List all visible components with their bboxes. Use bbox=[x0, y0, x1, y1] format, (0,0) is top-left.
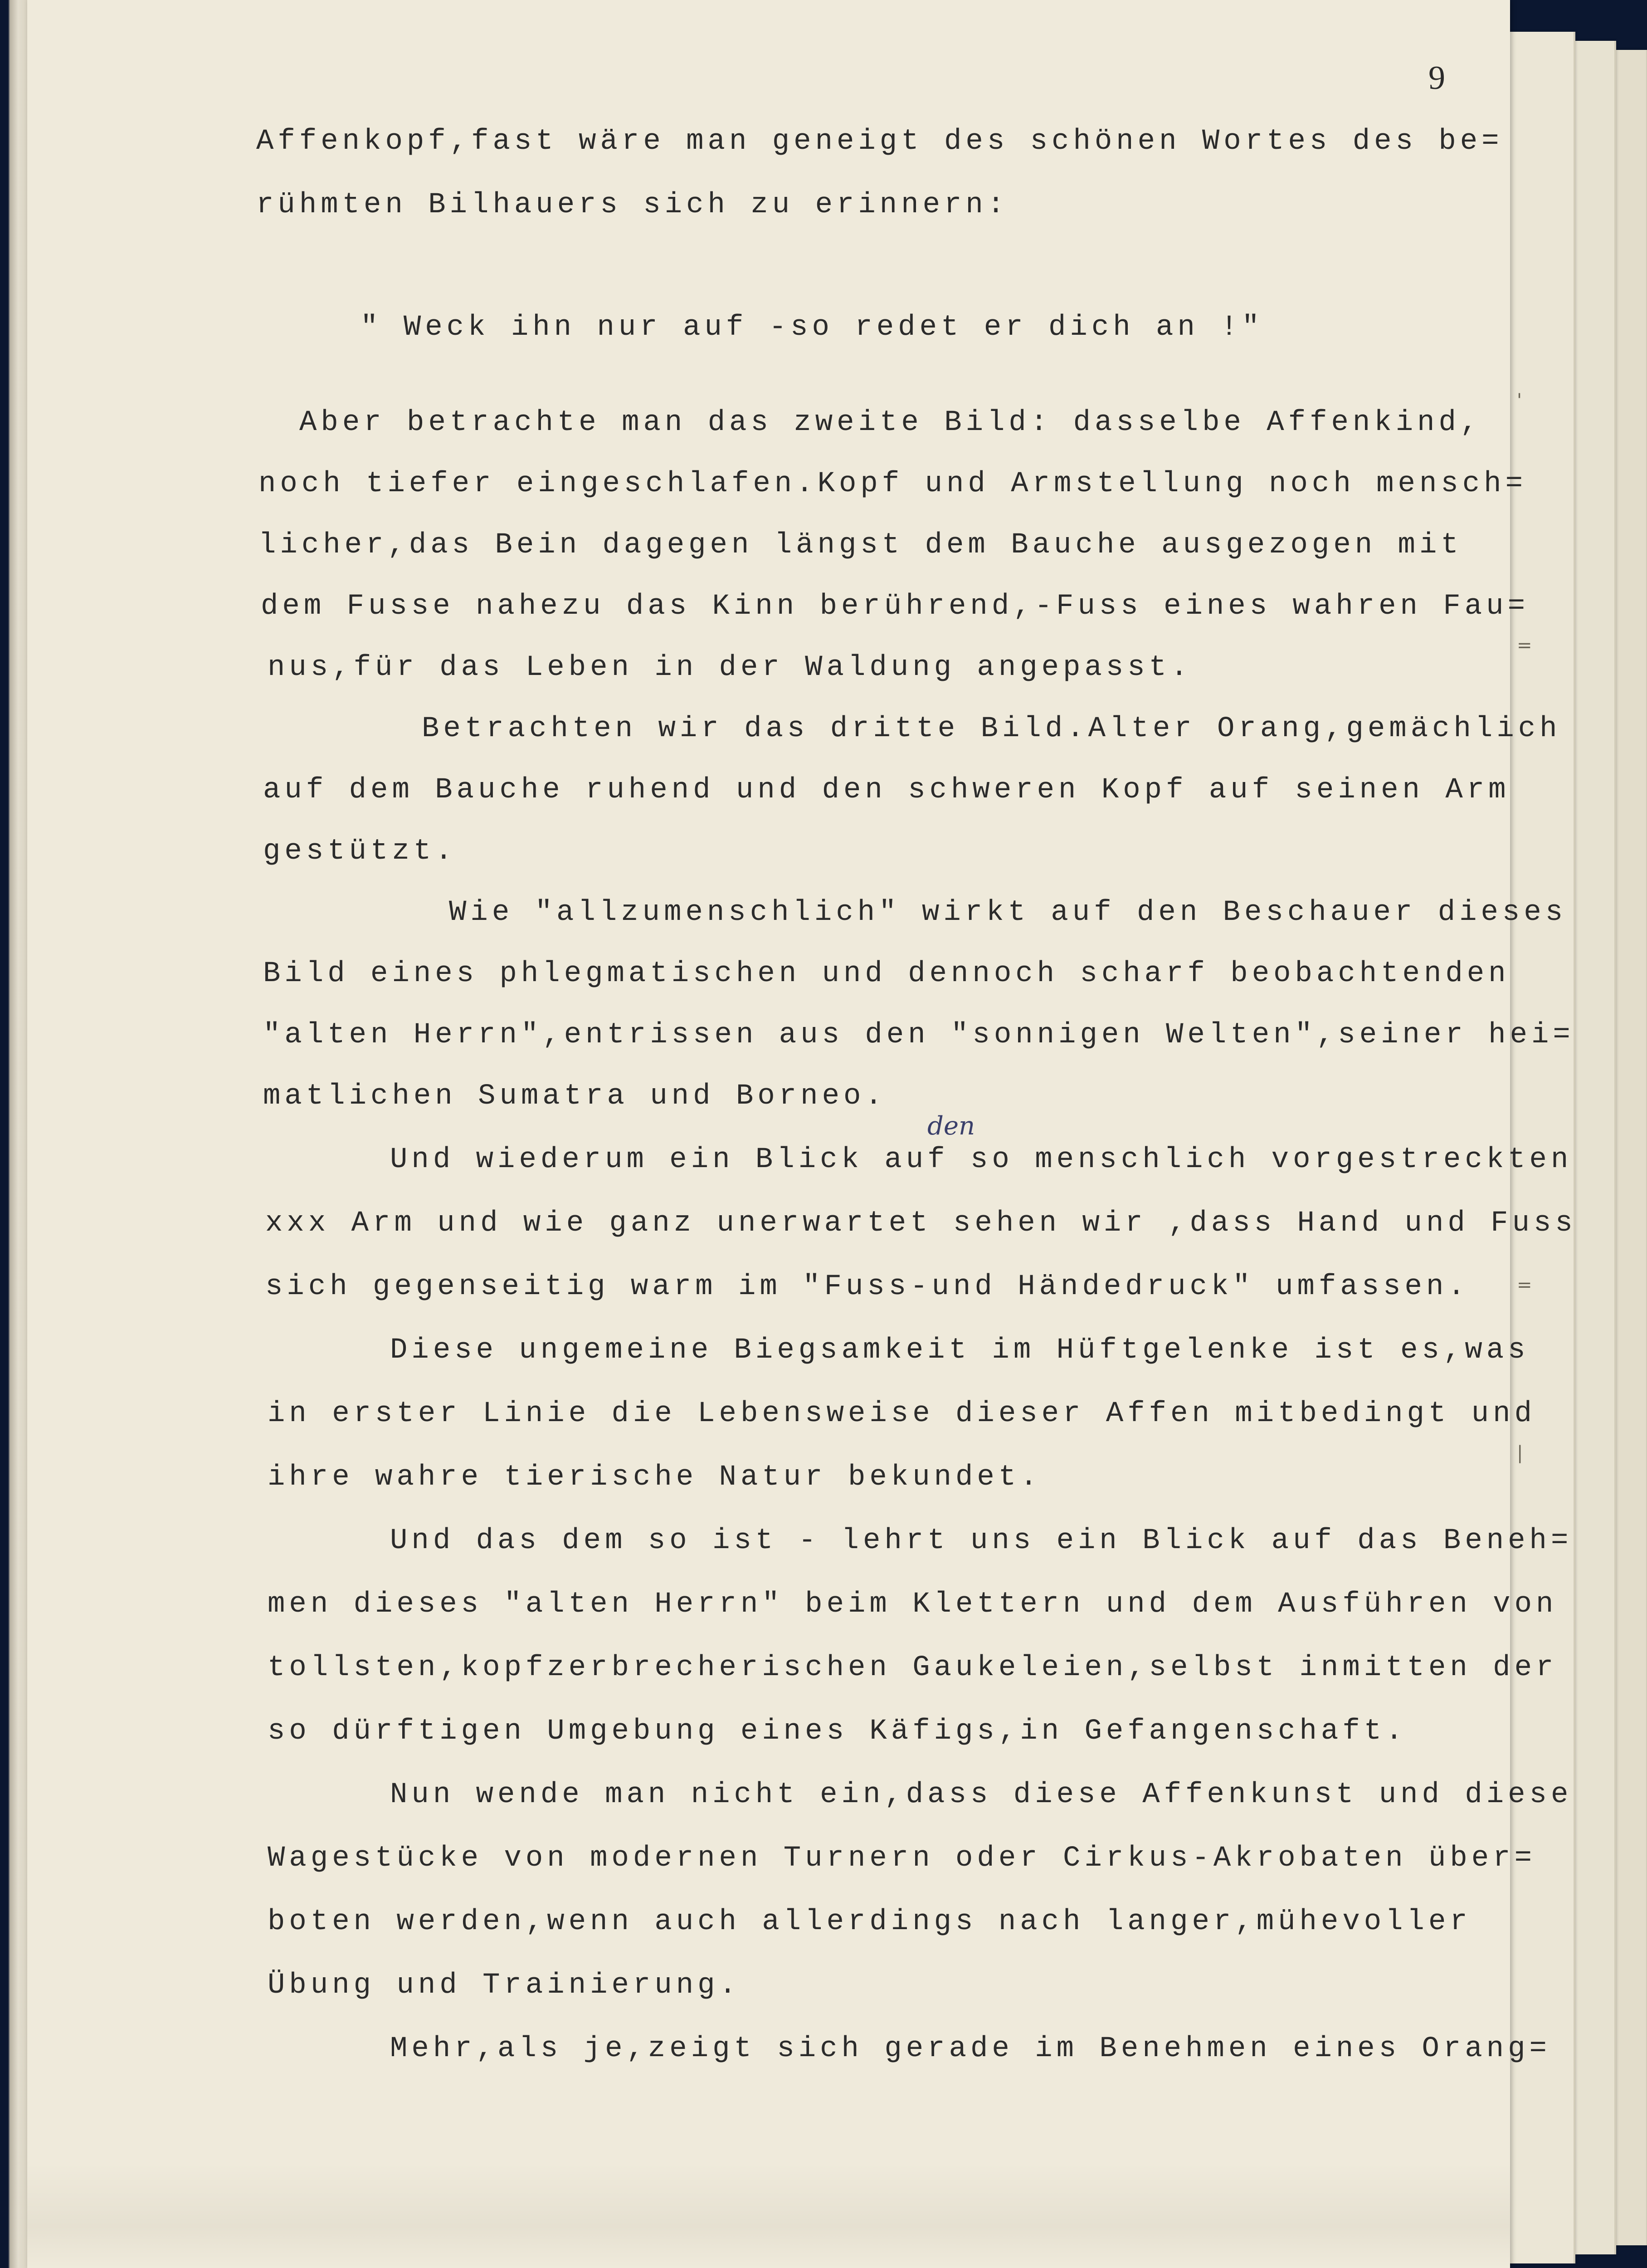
text-line: sich gegenseitig warm im "Fuss-und Händedruck" umfassen. bbox=[265, 1271, 1469, 1303]
binding-edge bbox=[0, 0, 27, 2268]
text-line: Übung und Trainierung. bbox=[268, 1969, 741, 2002]
text-line: licher,das Bein dagegen längst dem Bauche ausgezogen mit bbox=[258, 529, 1462, 562]
text-line: Aber betrachte man das zweite Bild: dasselbe Affenkind, bbox=[299, 406, 1482, 439]
text-line: Und wiederum ein Blick auf so menschlich vorgestreckten bbox=[390, 1144, 1573, 1176]
text-line: rühmten Bilhauers sich zu erinnern: bbox=[256, 189, 1009, 221]
text-line: gestützt. bbox=[263, 835, 457, 868]
page-number: 9 bbox=[1428, 59, 1445, 97]
text-line: men dieses "alten Herrn" beim Klettern und dem Ausführen von bbox=[268, 1588, 1558, 1621]
text-line: nus,für das Leben in der Waldung angepasst. bbox=[268, 651, 1192, 684]
text-line: Mehr,als je,zeigt sich gerade im Benehmen eines Orang= bbox=[390, 2033, 1551, 2065]
text-line: Betrachten wir das dritte Bild.Alter Orang,gemächlich bbox=[422, 713, 1561, 745]
text-line: " Weck ihn nur auf -so redet er dich an !" bbox=[361, 311, 1264, 344]
text-line: Bild eines phlegmatischen und dennoch scharf beobachtenden bbox=[263, 958, 1510, 990]
text-line: Affenkopf,fast wäre man geneigt des schönen Wortes des be= bbox=[256, 125, 1503, 158]
text-line: in erster Linie die Lebensweise dieser Affen mitbedingt und bbox=[268, 1398, 1536, 1430]
text-line: Diese ungemeine Biegsamkeit im Hüftgelenke ist es,was bbox=[390, 1334, 1530, 1367]
text-line: noch tiefer eingeschlafen.Kopf und Armstellung noch mensch= bbox=[258, 468, 1527, 500]
text-line: "alten Herrn",entrissen aus den "sonnigen Welten",seiner hei= bbox=[263, 1019, 1574, 1051]
typewritten-page bbox=[27, 0, 1577, 2268]
edge-mark: = bbox=[1517, 635, 1532, 656]
text-line: matlichen Sumatra und Borneo. bbox=[263, 1080, 887, 1113]
text-line: xxx Arm und wie ganz unerwartet sehen wir ,dass Hand und Fuss bbox=[265, 1207, 1577, 1240]
text-line: Und das dem so ist - lehrt uns ein Blick auf das Beneh= bbox=[390, 1525, 1573, 1557]
text-line: Nun wende man nicht ein,dass diese Affenkunst und diese bbox=[390, 1779, 1573, 1811]
text-line: boten werden,wenn auch allerdings nach langer,mühevoller bbox=[268, 1906, 1472, 1938]
edge-mark: | bbox=[1517, 1442, 1523, 1463]
text-line: Wie "allzumenschlich" wirkt auf den Beschauer dieses bbox=[449, 896, 1567, 929]
text-line: tollsten,kopfzerbrecherischen Gaukeleien,selbst inmitten der bbox=[268, 1652, 1558, 1684]
text-line: Wagestücke von modernen Turnern oder Cirkus-Akrobaten über= bbox=[268, 1842, 1536, 1875]
edge-mark: ' bbox=[1517, 390, 1522, 411]
edge-mark: = bbox=[1517, 1275, 1532, 1295]
text-line: so dürftigen Umgebung eines Käfigs,in Gefangenschaft. bbox=[268, 1715, 1407, 1748]
text-line: dem Fusse nahezu das Kinn berührend,-Fuss eines wahren Fau= bbox=[261, 590, 1529, 623]
text-line: auf dem Bauche ruhend und den schweren Kopf auf seinen Arm bbox=[263, 774, 1510, 807]
text-line: ihre wahre tierische Natur bekundet. bbox=[268, 1461, 1042, 1494]
handwritten-insertion: den bbox=[927, 1111, 975, 1141]
page-fold-shadow bbox=[27, 2164, 1510, 2268]
